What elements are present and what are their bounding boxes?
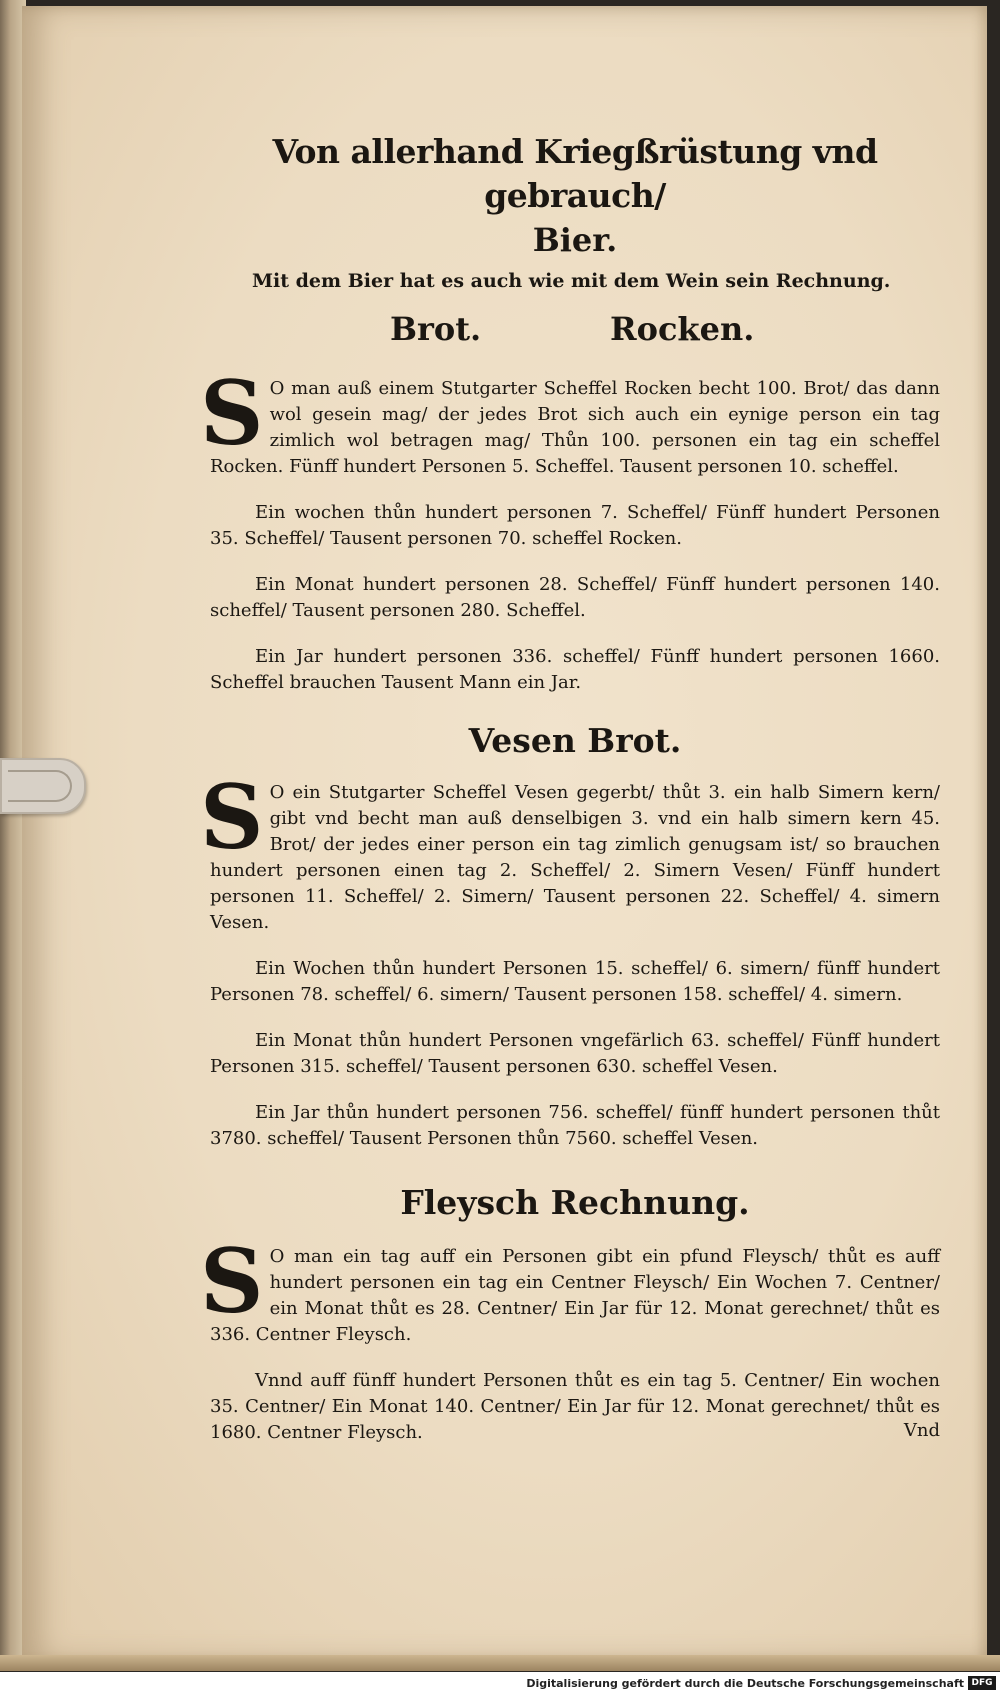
paper-clip — [0, 758, 86, 814]
footer-bar — [0, 1672, 1000, 1695]
catchword: Vnd — [903, 1420, 940, 1441]
dfg-credit: Digitalisierung gefördert durch die Deutsche Forschungsgemeinschaft — [526, 1677, 964, 1690]
rocken-paragraph-1: S O man auß einem Stutgarter Scheffel Rocken becht 100. Brot/ das dann wol gesein mag/ der jedes Brot sich auch ein eynige person ein tag zimlich wol betragen mag/ Thůn 100. personen ein tag ein scheffel Rocken. Fünff hundert Personen 5. Scheffel. Tausent personen 10. scheffel. — [200, 361, 940, 477]
page-title: Von allerhand Kriegßrüstung vnd gebrauch/ — [272, 132, 878, 215]
brot-heading: Brot. — [390, 310, 482, 348]
fleysch-rechnung-heading: Fleysch Rechnung. — [400, 1183, 750, 1222]
drop-cap: S — [200, 361, 264, 465]
fleysch-section — [200, 1229, 940, 1443]
vesen-paragraph-2: Ein Wochen thůn hundert Personen 15. scheffel/ 6. simern/ fünff hundert Personen 78. scheffel/ 6. simern/ Tausent personen 158. scheffel/ 4. simern. — [210, 958, 940, 1005]
section-bier-heading: Bier. — [532, 221, 618, 259]
vesen-paragraph-1: S O ein Stutgarter Scheffel Vesen gegerbt/ thůt 3. ein halb Simern kern/ gibt vnd becht man auß denselbigen 3. vnd ein halb simern kern 45. Brot/ der jedes einer person ein tag zimlich genugsam ist/ so brauchen hundert personen einen tag 2. Scheffel/ 2. Simern Vesen/ Fünff hundert personen 11. Scheffel/ 2. Simern/ Tausent personen 22. Scheffel/ 4. simern Vesen. — [200, 765, 940, 933]
paper-clip-loop — [8, 770, 72, 802]
rocken-heading: Rocken. — [610, 310, 755, 348]
vesen-paragraph-4: Ein Jar thůn hundert personen 756. scheffel/ fünff hundert personen thůt 3780. scheffel/ Tausent Personen thůn 7560. scheffel Vesen. — [210, 1102, 940, 1149]
rocken-paragraph-4: Ein Jar hundert personen 336. scheffel/ Fünff hundert personen 1660. Scheffel brauchen Tausent Mann ein Jar. — [210, 646, 940, 693]
fleysch-paragraph-1: S O man ein tag auff ein Personen gibt ein pfund Fleysch/ thůt es auff hundert personen ein tag ein Centner Fleysch/ Ein Wochen 7. Centner/ ein Monat thůt es 28. Centner/ Ein Jar für 12. Monat gerechnet/ thůt es 336. Centner Fleysch. — [200, 1229, 940, 1345]
vesen-section — [200, 765, 940, 1152]
page-edge — [0, 1655, 1000, 1671]
drop-cap: S — [200, 765, 264, 869]
rocken-paragraph-2: Ein wochen thůn hundert personen 7. Scheffel/ Fünff hundert Personen 35. Scheffel/ Tausent personen 70. scheffel Rocken. — [210, 502, 940, 549]
page-content — [200, 130, 940, 1443]
rocken-section — [200, 361, 940, 696]
vesen-brot-heading: Vesen Brot. — [468, 721, 682, 760]
brot-rocken-headings — [210, 310, 940, 370]
bier-intro: Mit dem Bier hat es auch wie mit dem Wein sein Rechnung. — [252, 270, 891, 292]
drop-cap: S — [200, 1229, 264, 1333]
dfg-logo: DFG — [968, 1676, 996, 1690]
fleysch-paragraph-2: Vnnd auff fünff hundert Personen thůt es ein tag 5. Centner/ Ein wochen 35. Centner/ Ein Monat 140. Centner/ Ein Jar für 12. Monat gerechnet/ thůt es 1680. Centner Fleysch. — [210, 1370, 940, 1443]
vesen-paragraph-3: Ein Monat thůn hundert Personen vngefärlich 63. scheffel/ Fünff hundert Personen 315. scheffel/ Tausent personen 630. scheffel Vesen. — [210, 1030, 940, 1077]
rocken-paragraph-3: Ein Monat hundert personen 28. Scheffel/ Fünff hundert personen 140. scheffel/ Tausent personen 280. Scheffel. — [210, 574, 940, 621]
